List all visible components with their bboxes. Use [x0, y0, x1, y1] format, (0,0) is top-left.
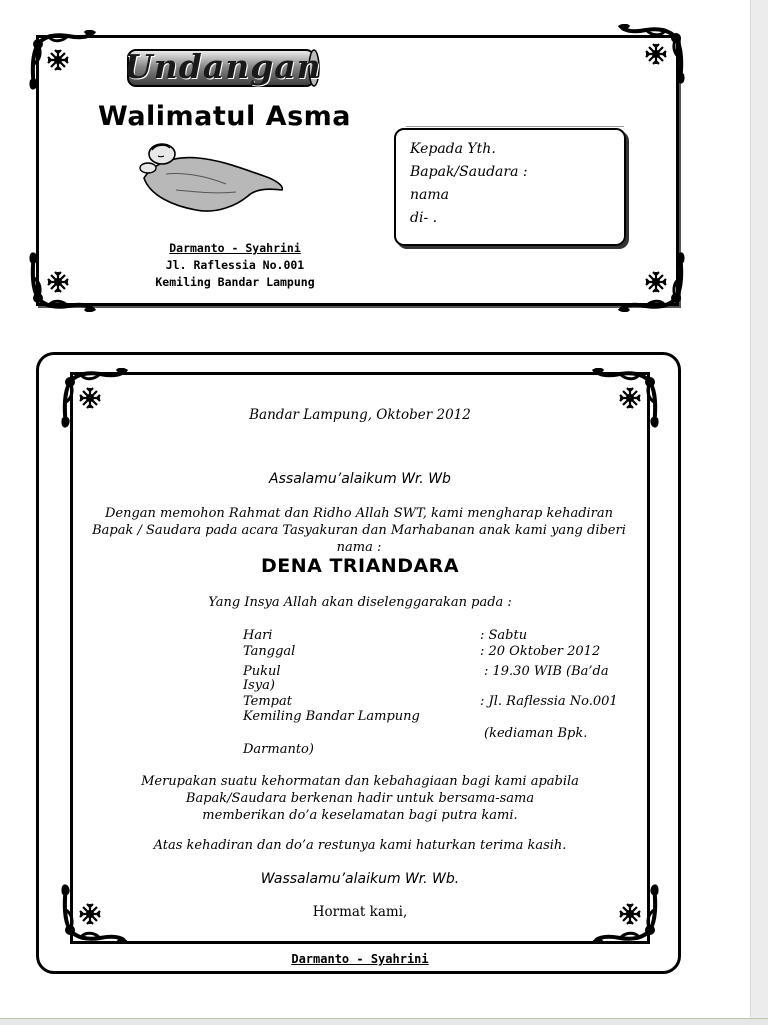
detail-tempat-value: : Jl. Raflessia No.001	[480, 694, 618, 709]
recipient-line1: Kepada Yth.	[410, 141, 496, 157]
event-intro: Yang Insya Allah akan diselenggarakan pada :	[208, 595, 512, 610]
host-address-line1: Jl. Raflessia No.001	[165, 258, 305, 272]
recipient-line2: Bapak/Saudara :	[410, 164, 528, 180]
page-edge	[750, 0, 768, 1024]
page-title: Walimatul Asma	[98, 101, 352, 132]
recipient-box-line	[406, 126, 624, 127]
detail-tanggal-value: : 20 Oktober 2012	[480, 644, 601, 659]
letter-thanks: Atas kehadiran dan do’a restunya kami haturkan terima kasih.	[153, 838, 567, 853]
detail-pukul-value: : 19.30 WIB (Ba’da	[484, 664, 609, 679]
detail-pukul-label: Pukul	[243, 664, 281, 679]
letter-regards: Hormat kami,	[312, 904, 408, 920]
corner-ornament-bottom-right	[616, 248, 686, 312]
host-info	[130, 240, 340, 291]
host-address-line2: Kemiling Bandar Lampung	[155, 275, 315, 289]
detail-tanggal-label: Tanggal	[243, 644, 296, 659]
letter-intro	[80, 505, 638, 556]
detail-tempat-line3: (kediaman Bpk.	[484, 726, 588, 741]
corner-ornament-top-right	[616, 24, 686, 88]
letter-closing	[70, 773, 650, 824]
detail-hari-value: : Sabtu	[480, 628, 528, 643]
letter-greeting: Assalamu’alaikum Wr. Wb	[269, 471, 451, 487]
undangan-banner	[124, 44, 320, 90]
detail-tempat-line4: Darmanto)	[243, 742, 314, 757]
detail-pukul-cont: Isya)	[243, 678, 275, 693]
banner-text: Undangan	[124, 47, 322, 86]
baby-illustration	[136, 142, 286, 214]
detail-hari-label: Hari	[243, 628, 273, 643]
recipient-box	[394, 128, 626, 246]
corner-ornament-bottom-left	[28, 248, 98, 312]
child-name: DENA TRIANDARA	[260, 555, 460, 577]
intro-line1: Dengan memohon Rahmat dan Ridho Allah SWT, kami mengharap kehadiran	[104, 506, 614, 521]
recipient-line3: nama	[410, 187, 449, 203]
closing-line3: memberikan do’a keselamatan bagi putra kami.	[202, 808, 518, 823]
corner-ornament-top-left	[28, 30, 98, 94]
detail-tempat-line2: Kemiling Bandar Lampung	[243, 709, 420, 724]
intro-line2: Bapak / Saudara pada acara Tasyakuran dan Marhabanan anak kami yang diberi nama :	[92, 523, 626, 555]
letter-farewell: Wassalamu’alaikum Wr. Wb.	[260, 871, 460, 887]
recipient-line4: di- .	[410, 210, 438, 226]
closing-line1: Merupakan suatu kehormatan dan kebahagiaan bagi kami apabila	[141, 774, 579, 789]
detail-tempat-label: Tempat	[243, 694, 292, 709]
letter-signature: Darmanto - Syahrini	[291, 952, 429, 966]
host-names: Darmanto - Syahrini	[169, 241, 301, 255]
closing-line2: Bapak/Saudara berkenan hadir untuk bersama-sama	[185, 791, 535, 806]
letter-date: Bandar Lampung, Oktober 2012	[249, 407, 471, 423]
